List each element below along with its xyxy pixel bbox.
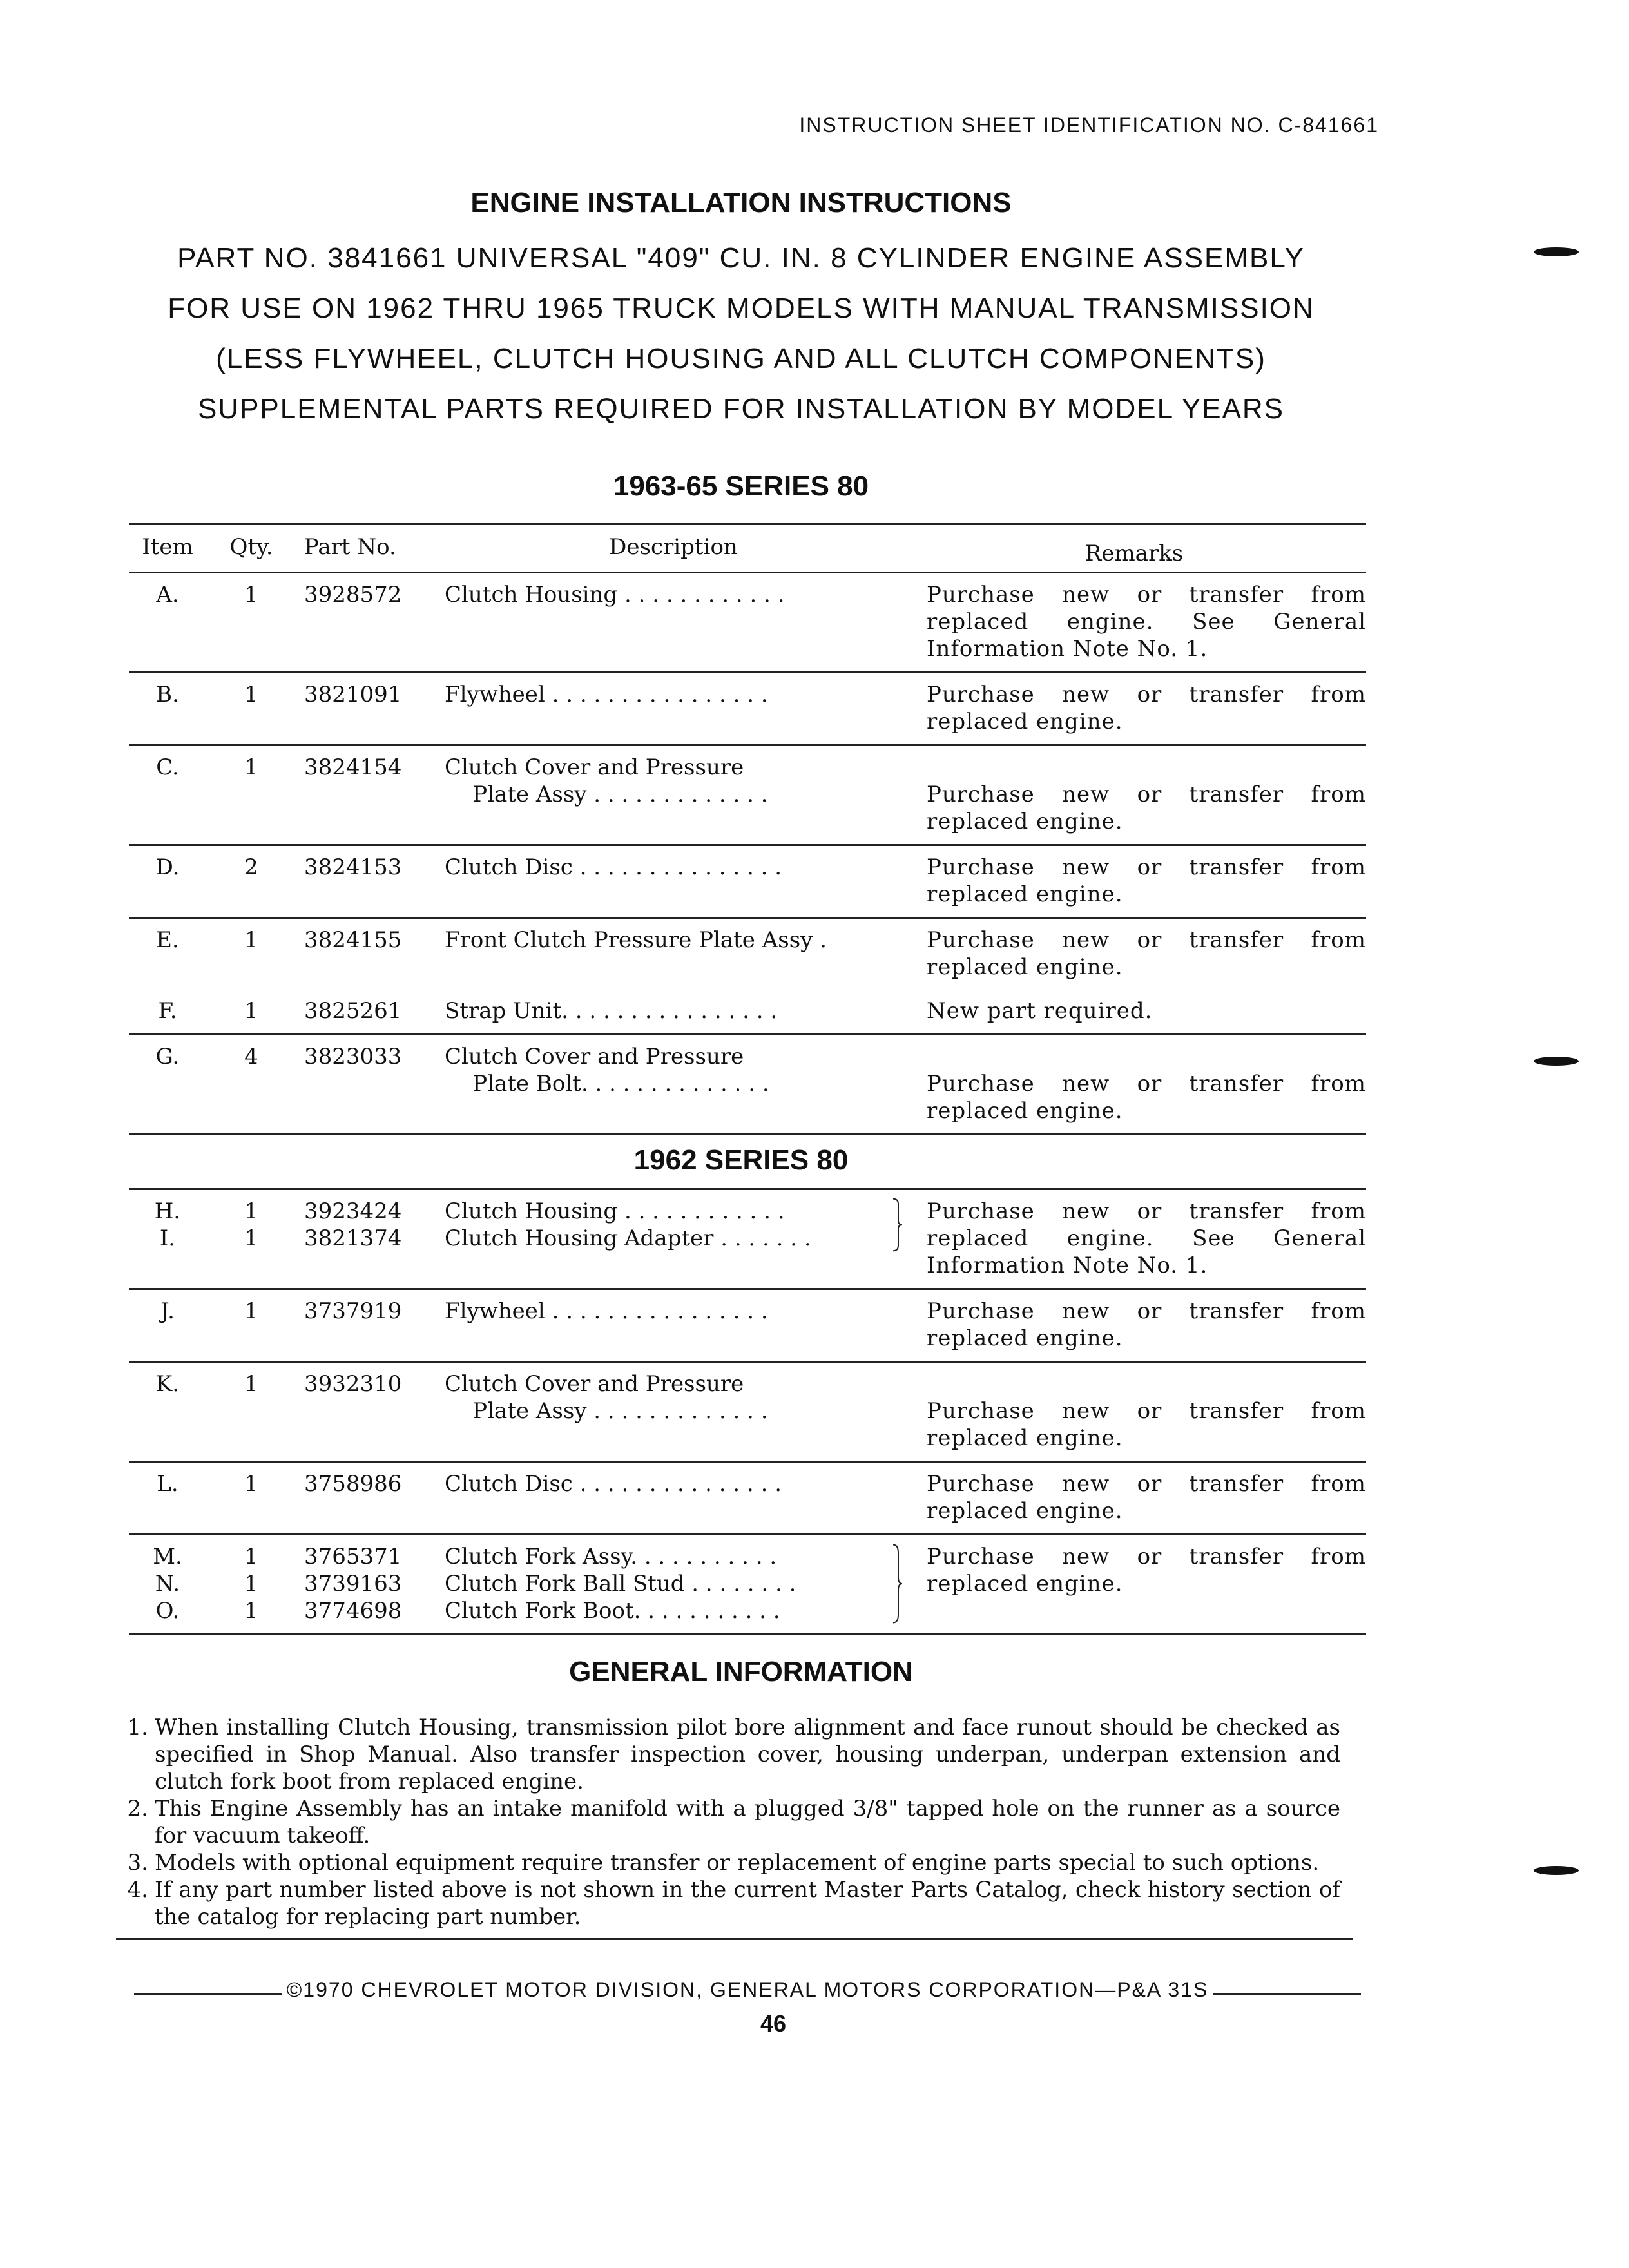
quantity: 1 [244,754,258,780]
description-column [432,854,902,881]
qty-column [206,997,296,1024]
part-number-column [296,1543,432,1624]
note-text: This Engine Assembly has an intake manifold with a plugged 3/8" tapped hole on the runner as a source for vacuum takeoff. [155,1796,1340,1849]
item-column [129,1370,206,1425]
item-column [129,1198,206,1252]
part-remarks: Purchase new or transfer from replaced engine. [927,1398,1366,1451]
part-number-column [296,1043,432,1097]
qty-column [206,1043,296,1097]
part-number-column [296,927,432,954]
quantity: 1 [244,1471,258,1497]
sheet-identification: INSTRUCTION SHEET IDENTIFICATION NO. C-841661 [799,113,1379,137]
quantity: 1 [244,927,258,953]
item-letter: F. [158,998,177,1024]
general-information-item [116,1849,1353,1876]
section-heading-1962: 1962 SERIES 80 [633,1144,849,1176]
section-heading-1963-65: 1963-65 SERIES 80 [613,470,869,502]
title-line-part-no: PART NO. 3841661 UNIVERSAL "409" CU. IN. 8 CYLINDER ENGINE ASSEMBLY [177,242,1305,274]
part-group [129,671,1366,744]
quantity: 1 [244,998,258,1024]
part-number-column [296,1298,432,1325]
item-column [129,754,206,808]
part-remarks: Purchase new or transfer from replaced engine. See General Information Note No. 1. [927,582,1366,662]
row-spacer [206,1398,296,1425]
part-group [129,1461,1366,1533]
part-number: 3824153 [304,854,402,880]
quantity: 1 [244,1371,258,1397]
title-line-supplemental: SUPPLEMENTAL PARTS REQUIRED FOR INSTALLATION BY MODEL YEARS [197,393,1285,425]
part-description: Clutch Disc . . . . . . . . . . . . . . . [445,854,782,880]
row-spacer [304,1398,432,1425]
part-description: Flywheel . . . . . . . . . . . . . . . . [445,1298,768,1324]
quantity: 1 [244,582,258,608]
description-column [432,1198,902,1252]
part-description: Clutch Fork Boot. . . . . . . . . . . [445,1598,780,1624]
column-header-remarks: Remarks [1084,541,1184,566]
item-letter: E. [156,927,179,953]
qty-column [206,1298,296,1325]
part-description: Plate Assy . . . . . . . . . . . . . [445,1398,768,1424]
part-number: 3923424 [304,1198,402,1224]
part-description: Clutch Fork Ball Stud . . . . . . . . [445,1571,796,1597]
part-remarks: Purchase new or transfer from replaced engine. [927,782,1366,834]
footer [129,1978,1366,2002]
note-text: Models with optional equipment require transfer or replacement of engine parts special to such options. [155,1850,1320,1876]
general-information-item [116,1795,1353,1849]
note-text: When installing Clutch Housing, transmission pilot bore alignment and face runout should be checked as specified in Shop Manual. Also transfer inspection cover, housing underpan, underpan extension and clutch fork boot from replaced engine. [155,1715,1340,1794]
item-column [129,1043,206,1097]
part-number-column [296,1370,432,1425]
item-letter: D. [155,854,180,880]
part-remarks: Purchase new or transfer from replaced engine. [927,854,1366,907]
description-column [432,927,902,954]
part-group [129,572,1366,671]
description-column [432,681,902,708]
part-group [129,744,1366,844]
part-number: 3932310 [304,1371,402,1397]
qty-column [206,927,296,954]
quantity: 1 [244,1198,258,1224]
part-remarks: Purchase new or transfer from replaced engine. [927,927,1366,980]
qty-column [206,1470,296,1497]
note-number: 3. [127,1850,148,1876]
document-title: ENGINE INSTALLATION INSTRUCTIONS [470,187,1012,218]
item-letter: G. [155,1044,180,1070]
part-group [129,1533,1366,1635]
part-number: 3765371 [304,1544,402,1570]
part-number-column [296,1198,432,1252]
part-number: 3824154 [304,754,402,780]
part-description: Clutch Cover and Pressure [445,754,744,780]
item-column [129,1543,206,1624]
row-spacer [206,1070,296,1097]
punch-hole-mark [1534,1057,1579,1066]
description-column [432,581,902,608]
general-information-rule [116,1938,1353,1940]
row-spacer [129,1398,206,1425]
part-remarks: New part required. [927,998,1153,1024]
qty-column [206,1370,296,1425]
item-column [129,1470,206,1497]
part-description: Strap Unit. . . . . . . . . . . . . . . . [445,998,778,1024]
row-spacer [129,1070,206,1097]
part-group [129,1188,1366,1288]
part-description: Clutch Disc . . . . . . . . . . . . . . . [445,1471,782,1497]
general-information-list [116,1714,1353,1940]
item-column [129,854,206,881]
item-letter: H. [154,1198,181,1224]
part-remarks: Purchase new or transfer from replaced engine. [927,1298,1366,1351]
general-information-item [116,1714,1353,1795]
item-letter: L. [157,1471,178,1497]
quantity: 1 [244,1225,258,1251]
item-letter: K. [155,1371,180,1397]
row-spacer [304,781,432,808]
quantity: 1 [244,1598,258,1624]
part-group [129,990,1366,1033]
punch-hole-mark [1534,1866,1579,1875]
part-remarks: Purchase new or transfer from replaced engine. See General Information Note No. 1. [927,1198,1366,1278]
part-remarks: Purchase new or transfer from replaced engine. [927,682,1366,735]
general-information-item [116,1876,1353,1930]
part-number-column [296,997,432,1024]
footer-rule-left [134,1993,282,1995]
description-column [432,754,902,808]
column-header-qty: Qty. [229,534,273,560]
description-column [432,1043,902,1097]
description-column [432,1543,902,1624]
column-header-part-no: Part No. [304,534,396,560]
title-line-exclusions: (LESS FLYWHEEL, CLUTCH HOUSING AND ALL CLUTCH COMPONENTS) [216,343,1266,374]
title-block [129,187,1353,434]
item-column [129,581,206,608]
part-number: 3823033 [304,1044,402,1070]
description-column [432,1298,902,1325]
part-description: Clutch Cover and Pressure [445,1044,744,1070]
item-letter: B. [156,682,179,707]
copyright-notice: ©1970 CHEVROLET MOTOR DIVISION, GENERAL MOTORS CORPORATION—P&A 31S [286,1978,1209,2001]
part-number-column [296,581,432,608]
grouping-brace [892,1198,902,1252]
quantity: 4 [244,1044,258,1070]
part-description: Front Clutch Pressure Plate Assy . [445,927,827,953]
part-description: Plate Assy . . . . . . . . . . . . . [445,782,768,807]
page-number: 46 [760,2010,787,2037]
table-body [129,1188,1366,1635]
quantity: 1 [244,1298,258,1324]
description-column [432,1370,902,1425]
part-group [129,1361,1366,1461]
column-headers [129,525,1366,572]
parts-table-1963-65 [129,523,1366,1135]
item-letter: M. [153,1544,182,1570]
part-number: 3928572 [304,582,402,608]
note-number: 2. [127,1796,148,1821]
part-number-column [296,1470,432,1497]
qty-column [206,681,296,708]
part-number-column [296,854,432,881]
item-letter: I. [159,1225,176,1251]
part-number: 3821091 [304,682,402,707]
punch-hole-mark [1534,247,1579,256]
part-group [129,917,1366,990]
column-header-item: Item [142,534,193,560]
item-letter: O. [155,1598,180,1624]
item-letter: C. [156,754,179,780]
quantity: 2 [244,854,258,880]
row-spacer [206,781,296,808]
row-spacer [304,1070,432,1097]
part-remarks: Purchase new or transfer from replaced engine. [927,1544,1366,1597]
part-number: 3821374 [304,1225,402,1251]
item-column [129,997,206,1024]
row-spacer [129,781,206,808]
note-number: 1. [127,1715,148,1740]
part-group [129,1033,1366,1135]
part-number: 3825261 [304,998,402,1024]
part-group [129,844,1366,917]
qty-column [206,854,296,881]
item-column [129,927,206,954]
title-line-usage: FOR USE ON 1962 THRU 1965 TRUCK MODELS WITH MANUAL TRANSMISSION [168,293,1315,324]
item-column [129,681,206,708]
qty-column [206,1543,296,1624]
description-column [432,997,902,1024]
qty-column [206,581,296,608]
part-number: 3824155 [304,927,402,953]
table-body [129,572,1366,1135]
part-description: Clutch Cover and Pressure [445,1371,744,1397]
item-letter: A. [156,582,179,608]
quantity: 1 [244,1544,258,1570]
part-description: Clutch Housing . . . . . . . . . . . . [445,582,785,608]
item-letter: N. [155,1571,180,1597]
quantity: 1 [244,1571,258,1597]
description-column [432,1470,902,1497]
part-description: Plate Bolt. . . . . . . . . . . . . . [445,1071,769,1097]
part-number-column [296,681,432,708]
part-number-column [296,754,432,808]
part-group [129,1288,1366,1361]
part-description: Flywheel . . . . . . . . . . . . . . . . [445,682,768,707]
note-text: If any part number listed above is not shown in the current Master Parts Catalog, check history section of the catalog for replacing part number. [155,1877,1340,1930]
part-number: 3774698 [304,1598,402,1624]
part-number: 3758986 [304,1471,402,1497]
footer-rule-right [1213,1993,1361,1995]
item-letter: J. [160,1298,175,1324]
part-number: 3737919 [304,1298,402,1324]
parts-table-1962 [129,1188,1366,1635]
qty-column [206,754,296,808]
note-number: 4. [127,1877,148,1903]
part-remarks: Purchase new or transfer from replaced engine. [927,1471,1366,1524]
part-description: Clutch Fork Assy. . . . . . . . . . . [445,1544,777,1570]
qty-column [206,1198,296,1252]
grouping-brace [892,1543,902,1624]
part-description: Clutch Housing Adapter . . . . . . . [445,1225,811,1251]
part-number: 3739163 [304,1571,402,1597]
part-remarks: Purchase new or transfer from replaced engine. [927,1071,1366,1124]
section-heading-general-information: GENERAL INFORMATION [569,1656,913,1687]
item-column [129,1298,206,1325]
quantity: 1 [244,682,258,707]
part-description: Clutch Housing . . . . . . . . . . . . [445,1198,785,1224]
column-header-description: Description [609,534,738,560]
